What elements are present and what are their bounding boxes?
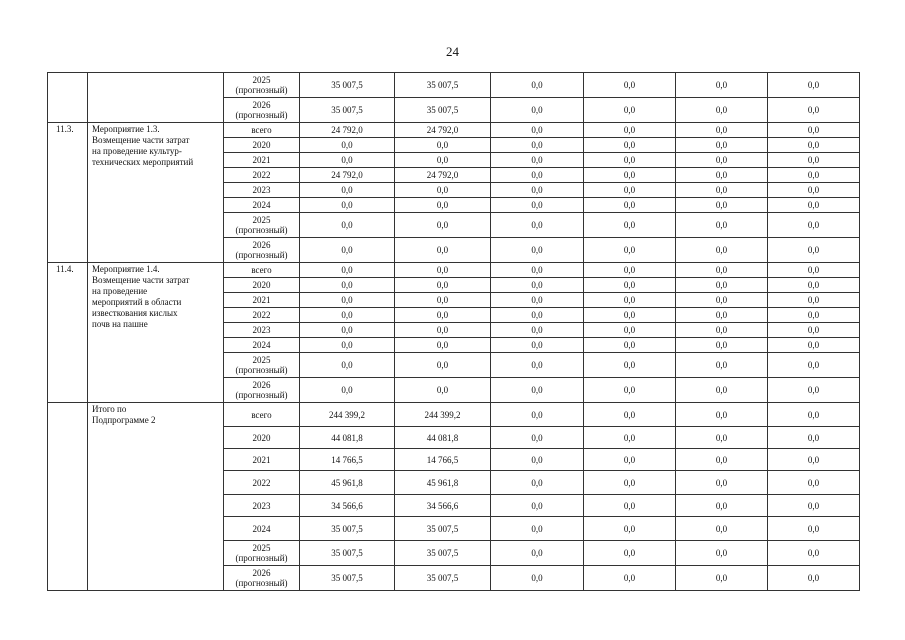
value-cell: 0,0	[676, 338, 768, 353]
value-cell: 0,0	[676, 73, 768, 98]
value-cell: 0,0	[491, 168, 584, 183]
value-cell: 0,0	[491, 98, 584, 123]
value-cell: 0,0	[768, 378, 860, 403]
value-cell: 0,0	[584, 517, 676, 541]
value-cell: 0,0	[676, 517, 768, 541]
value-cell: 0,0	[676, 449, 768, 471]
value-cell: 0,0	[676, 263, 768, 278]
period-cell: 2023	[224, 495, 300, 517]
item-name: Мероприятие 1.3. Возмещение части затрат на проведение культур- технических мероприятий	[88, 123, 224, 263]
value-cell: 0,0	[491, 353, 584, 378]
period-cell: всего	[224, 263, 300, 278]
value-cell: 0,0	[676, 213, 768, 238]
period-cell: 2021	[224, 449, 300, 471]
value-cell: 0,0	[768, 278, 860, 293]
period-cell: 2025 (прогнозный)	[224, 353, 300, 378]
item-name	[88, 73, 224, 123]
value-cell: 0,0	[676, 153, 768, 168]
value-cell: 0,0	[395, 338, 491, 353]
value-cell: 0,0	[584, 338, 676, 353]
value-cell: 0,0	[584, 213, 676, 238]
value-cell: 0,0	[395, 183, 491, 198]
value-cell: 24 792,0	[395, 123, 491, 138]
item-number	[48, 73, 88, 123]
value-cell: 0,0	[491, 541, 584, 566]
value-cell: 0,0	[676, 278, 768, 293]
value-cell: 0,0	[584, 183, 676, 198]
period-cell: 2021	[224, 153, 300, 168]
value-cell: 0,0	[300, 323, 395, 338]
value-cell: 24 792,0	[300, 123, 395, 138]
value-cell: 44 081,8	[300, 427, 395, 449]
value-cell: 0,0	[768, 517, 860, 541]
value-cell: 0,0	[491, 293, 584, 308]
period-cell: 2026 (прогнозный)	[224, 98, 300, 123]
value-cell: 0,0	[676, 238, 768, 263]
value-cell: 0,0	[395, 238, 491, 263]
value-cell: 0,0	[768, 495, 860, 517]
value-cell: 0,0	[491, 517, 584, 541]
value-cell: 0,0	[676, 123, 768, 138]
value-cell: 0,0	[584, 278, 676, 293]
value-cell: 0,0	[395, 138, 491, 153]
value-cell: 0,0	[584, 308, 676, 323]
value-cell: 0,0	[768, 213, 860, 238]
value-cell: 0,0	[676, 308, 768, 323]
value-cell: 0,0	[491, 495, 584, 517]
period-cell: 2024	[224, 517, 300, 541]
value-cell: 35 007,5	[395, 98, 491, 123]
value-cell: 35 007,5	[395, 566, 491, 591]
value-cell: 0,0	[584, 123, 676, 138]
period-cell: 2022	[224, 168, 300, 183]
value-cell: 0,0	[676, 378, 768, 403]
value-cell: 0,0	[676, 541, 768, 566]
value-cell: 0,0	[491, 378, 584, 403]
value-cell: 0,0	[676, 471, 768, 495]
value-cell: 0,0	[676, 168, 768, 183]
value-cell: 0,0	[300, 213, 395, 238]
value-cell: 0,0	[768, 263, 860, 278]
value-cell: 0,0	[768, 238, 860, 263]
value-cell: 0,0	[768, 308, 860, 323]
value-cell: 0,0	[768, 541, 860, 566]
value-cell: 0,0	[768, 73, 860, 98]
value-cell: 0,0	[676, 98, 768, 123]
value-cell: 0,0	[395, 353, 491, 378]
value-cell: 0,0	[491, 263, 584, 278]
value-cell: 0,0	[395, 323, 491, 338]
value-cell: 0,0	[300, 278, 395, 293]
value-cell: 0,0	[300, 308, 395, 323]
value-cell: 0,0	[584, 323, 676, 338]
period-cell: 2020	[224, 427, 300, 449]
value-cell: 0,0	[584, 238, 676, 263]
value-cell: 35 007,5	[395, 73, 491, 98]
value-cell: 0,0	[584, 293, 676, 308]
value-cell: 0,0	[584, 471, 676, 495]
value-cell: 0,0	[491, 183, 584, 198]
value-cell: 0,0	[300, 338, 395, 353]
value-cell: 0,0	[768, 427, 860, 449]
period-cell: 2023	[224, 323, 300, 338]
value-cell: 45 961,8	[300, 471, 395, 495]
value-cell: 45 961,8	[395, 471, 491, 495]
value-cell: 35 007,5	[300, 73, 395, 98]
value-cell: 0,0	[768, 98, 860, 123]
value-cell: 0,0	[768, 353, 860, 378]
period-cell: 2025 (прогнозный)	[224, 213, 300, 238]
value-cell: 0,0	[584, 98, 676, 123]
period-cell: 2023	[224, 183, 300, 198]
value-cell: 0,0	[491, 73, 584, 98]
value-cell: 0,0	[395, 213, 491, 238]
value-cell: 0,0	[491, 449, 584, 471]
table-row	[48, 73, 860, 98]
item-name: Итого по Подпрограмме 2	[88, 403, 224, 591]
table-row	[48, 403, 860, 427]
value-cell: 0,0	[491, 278, 584, 293]
value-cell: 0,0	[491, 123, 584, 138]
value-cell: 0,0	[584, 427, 676, 449]
value-cell: 0,0	[676, 403, 768, 427]
value-cell: 0,0	[491, 213, 584, 238]
value-cell: 0,0	[584, 353, 676, 378]
value-cell: 35 007,5	[395, 517, 491, 541]
value-cell: 0,0	[676, 566, 768, 591]
value-cell: 0,0	[676, 293, 768, 308]
period-cell: 2020	[224, 138, 300, 153]
value-cell: 0,0	[584, 198, 676, 213]
value-cell: 14 766,5	[300, 449, 395, 471]
period-cell: 2026 (прогнозный)	[224, 566, 300, 591]
value-cell: 0,0	[395, 278, 491, 293]
value-cell: 35 007,5	[395, 541, 491, 566]
value-cell: 0,0	[584, 541, 676, 566]
table-row	[48, 263, 860, 278]
value-cell: 35 007,5	[300, 517, 395, 541]
value-cell: 35 007,5	[300, 98, 395, 123]
item-name: Мероприятие 1.4. Возмещение части затрат на проведение мероприятий в области известкования кислых почв на пашне	[88, 263, 224, 403]
value-cell: 34 566,6	[300, 495, 395, 517]
value-cell: 0,0	[676, 495, 768, 517]
period-cell: 2025 (прогнозный)	[224, 73, 300, 98]
value-cell: 0,0	[491, 566, 584, 591]
value-cell: 0,0	[584, 403, 676, 427]
value-cell: 0,0	[768, 168, 860, 183]
item-number	[48, 403, 88, 591]
value-cell: 0,0	[584, 168, 676, 183]
value-cell: 0,0	[300, 378, 395, 403]
value-cell: 0,0	[491, 153, 584, 168]
item-number: 11.3.	[48, 123, 88, 263]
value-cell: 0,0	[676, 427, 768, 449]
value-cell: 0,0	[584, 263, 676, 278]
value-cell: 0,0	[395, 198, 491, 213]
value-cell: 0,0	[395, 293, 491, 308]
value-cell: 0,0	[768, 183, 860, 198]
value-cell: 244 399,2	[300, 403, 395, 427]
value-cell: 34 566,6	[395, 495, 491, 517]
value-cell: 24 792,0	[300, 168, 395, 183]
period-cell: 2020	[224, 278, 300, 293]
value-cell: 0,0	[491, 238, 584, 263]
value-cell: 0,0	[768, 471, 860, 495]
value-cell: 0,0	[676, 353, 768, 378]
value-cell: 0,0	[676, 183, 768, 198]
page-number: 24	[446, 44, 459, 59]
value-cell: 0,0	[584, 138, 676, 153]
value-cell: 0,0	[491, 338, 584, 353]
value-cell: 0,0	[768, 338, 860, 353]
period-cell: всего	[224, 123, 300, 138]
value-cell: 0,0	[395, 153, 491, 168]
value-cell: 0,0	[584, 449, 676, 471]
value-cell: 0,0	[584, 153, 676, 168]
value-cell: 244 399,2	[395, 403, 491, 427]
value-cell: 44 081,8	[395, 427, 491, 449]
value-cell: 0,0	[395, 378, 491, 403]
value-cell: 0,0	[300, 138, 395, 153]
value-cell: 14 766,5	[395, 449, 491, 471]
value-cell: 35 007,5	[300, 541, 395, 566]
period-cell: 2026 (прогнозный)	[224, 238, 300, 263]
value-cell: 0,0	[676, 198, 768, 213]
value-cell: 0,0	[768, 123, 860, 138]
value-cell: 0,0	[768, 293, 860, 308]
value-cell: 0,0	[768, 153, 860, 168]
value-cell: 0,0	[768, 138, 860, 153]
value-cell: 0,0	[491, 138, 584, 153]
value-cell: 0,0	[676, 138, 768, 153]
value-cell: 0,0	[491, 403, 584, 427]
value-cell: 0,0	[584, 495, 676, 517]
period-cell: всего	[224, 403, 300, 427]
value-cell: 0,0	[768, 449, 860, 471]
value-cell: 0,0	[491, 198, 584, 213]
value-cell: 0,0	[300, 263, 395, 278]
value-cell: 0,0	[300, 353, 395, 378]
value-cell: 0,0	[584, 73, 676, 98]
period-cell: 2025 (прогнозный)	[224, 541, 300, 566]
value-cell: 0,0	[491, 427, 584, 449]
value-cell: 24 792,0	[395, 168, 491, 183]
period-cell: 2026 (прогнозный)	[224, 378, 300, 403]
budget-table	[47, 72, 860, 591]
period-cell: 2022	[224, 471, 300, 495]
value-cell: 0,0	[491, 471, 584, 495]
value-cell: 0,0	[300, 293, 395, 308]
value-cell: 0,0	[395, 263, 491, 278]
value-cell: 0,0	[491, 308, 584, 323]
value-cell: 0,0	[491, 323, 584, 338]
value-cell: 0,0	[300, 198, 395, 213]
value-cell: 0,0	[676, 323, 768, 338]
value-cell: 0,0	[300, 153, 395, 168]
value-cell: 0,0	[768, 566, 860, 591]
value-cell: 0,0	[768, 403, 860, 427]
period-cell: 2024	[224, 198, 300, 213]
value-cell: 0,0	[584, 566, 676, 591]
period-cell: 2024	[224, 338, 300, 353]
value-cell: 0,0	[768, 198, 860, 213]
value-cell: 0,0	[395, 308, 491, 323]
period-cell: 2022	[224, 308, 300, 323]
table-row	[48, 123, 860, 138]
value-cell: 35 007,5	[300, 566, 395, 591]
value-cell: 0,0	[584, 378, 676, 403]
period-cell: 2021	[224, 293, 300, 308]
item-number: 11.4.	[48, 263, 88, 403]
value-cell: 0,0	[768, 323, 860, 338]
value-cell: 0,0	[300, 183, 395, 198]
value-cell: 0,0	[300, 238, 395, 263]
